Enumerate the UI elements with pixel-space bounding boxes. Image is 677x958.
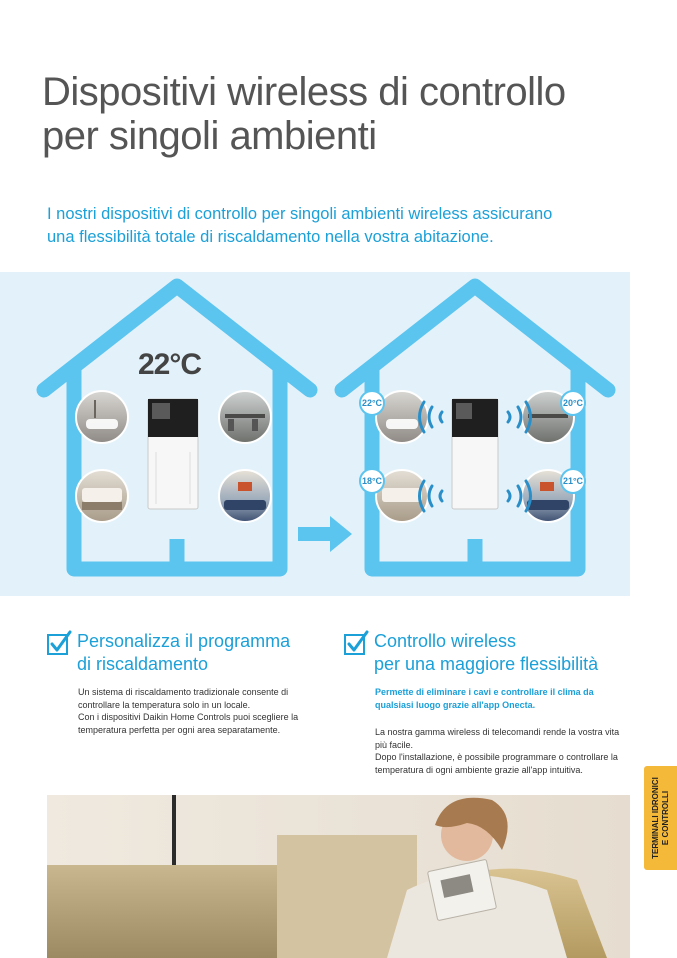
feature-wireless-heading-line-2: per una maggiore flessibilità [374, 654, 599, 674]
page-title [42, 70, 566, 158]
intro-line-2: una flessibilità totale di riscaldamento nella vostra abitazione. [47, 228, 494, 246]
intro-line-1: I nostri dispositivi di controllo per singoli ambienti wireless assicurano [47, 205, 553, 223]
lifestyle-photo [47, 795, 630, 958]
feature-wireless-body-line-3: Dopo l'installazione, è possibile programmare o controllare la [375, 752, 618, 763]
feature-personalize-heading [77, 630, 290, 676]
feature-wireless-body [375, 726, 635, 776]
feature-personalize-heading-line-2: di riscaldamento [77, 654, 209, 674]
lifestyle-photo-image [47, 795, 630, 958]
room-photo-kitchen-left [219, 391, 271, 443]
feature-personalize-heading-line-1: Personalizza il programma [77, 631, 291, 651]
thermostat-device-right [452, 399, 498, 509]
room-photo-bathroom-left [76, 391, 128, 443]
page-title-line-2: per singoli ambienti [42, 114, 377, 158]
temp-badge-2 [561, 391, 585, 415]
left-house-temperature: 22°C [138, 348, 202, 381]
feature-wireless-body-line-1: La nostra gamma wireless di telecomandi rende la vostra vita [375, 727, 620, 737]
temp-badge-1 [360, 391, 384, 415]
temp-badge-3 [360, 469, 384, 493]
left-house [44, 286, 310, 569]
feature-personalize-body-line-1: Un sistema di riscaldamento tradizionale consente di [78, 687, 289, 697]
feature-wireless-lead-line-2: qualsiasi luogo grazie all'app Onecta. [375, 699, 536, 710]
section-side-tab-line-1: TERMINALI IDRONICI [650, 777, 660, 859]
feature-personalize-body-line-3: Con i dispositivi Daikin Home Controls puoi scegliere la [78, 712, 299, 723]
feature-personalize-body-line-4: temperatura perfetta per ogni area separatamente. [78, 724, 281, 735]
feature-personalize-body-line-2: controllare la temperatura solo in un locale. [78, 699, 251, 710]
temp-badge-4 [561, 469, 585, 493]
right-house [342, 286, 608, 569]
houses-svg [0, 272, 630, 596]
feature-wireless-lead [375, 686, 630, 711]
temp-badge-3-text: 18°C [361, 476, 383, 486]
feature-wireless-body-line-2: più facile. [375, 739, 414, 750]
feature-wireless-lead-line-1: Permette di eliminare i cavi e controllare il clima da [375, 687, 594, 697]
intro-text [47, 203, 637, 249]
page-title-line-1: Dispositivi wireless di controllo [42, 70, 566, 114]
checkbox-check-icon [344, 630, 370, 656]
thermostat-device-left [148, 399, 198, 509]
section-side-tab-line-2: E CONTROLLI [660, 790, 670, 846]
section-side-tab-text [651, 768, 671, 868]
section-side-tab [644, 766, 677, 870]
feature-personalize-body [78, 686, 323, 736]
temp-badge-2-text: 20°C [562, 398, 584, 408]
feature-wireless-heading-line-1: Controllo wireless [374, 631, 517, 651]
room-photo-living-left [219, 470, 271, 522]
temp-badge-1-text: 22°C [361, 398, 383, 408]
feature-wireless-body-line-4: temperatura di ogni ambiente grazie all'app intuitiva. [375, 764, 583, 775]
temp-badge-4-text: 21°C [562, 476, 584, 486]
arrow-icon [298, 516, 352, 552]
feature-wireless-heading [374, 630, 598, 676]
room-photo-bedroom-left [76, 470, 128, 522]
checkbox-check-icon [47, 630, 73, 656]
houses-illustration [0, 272, 630, 596]
